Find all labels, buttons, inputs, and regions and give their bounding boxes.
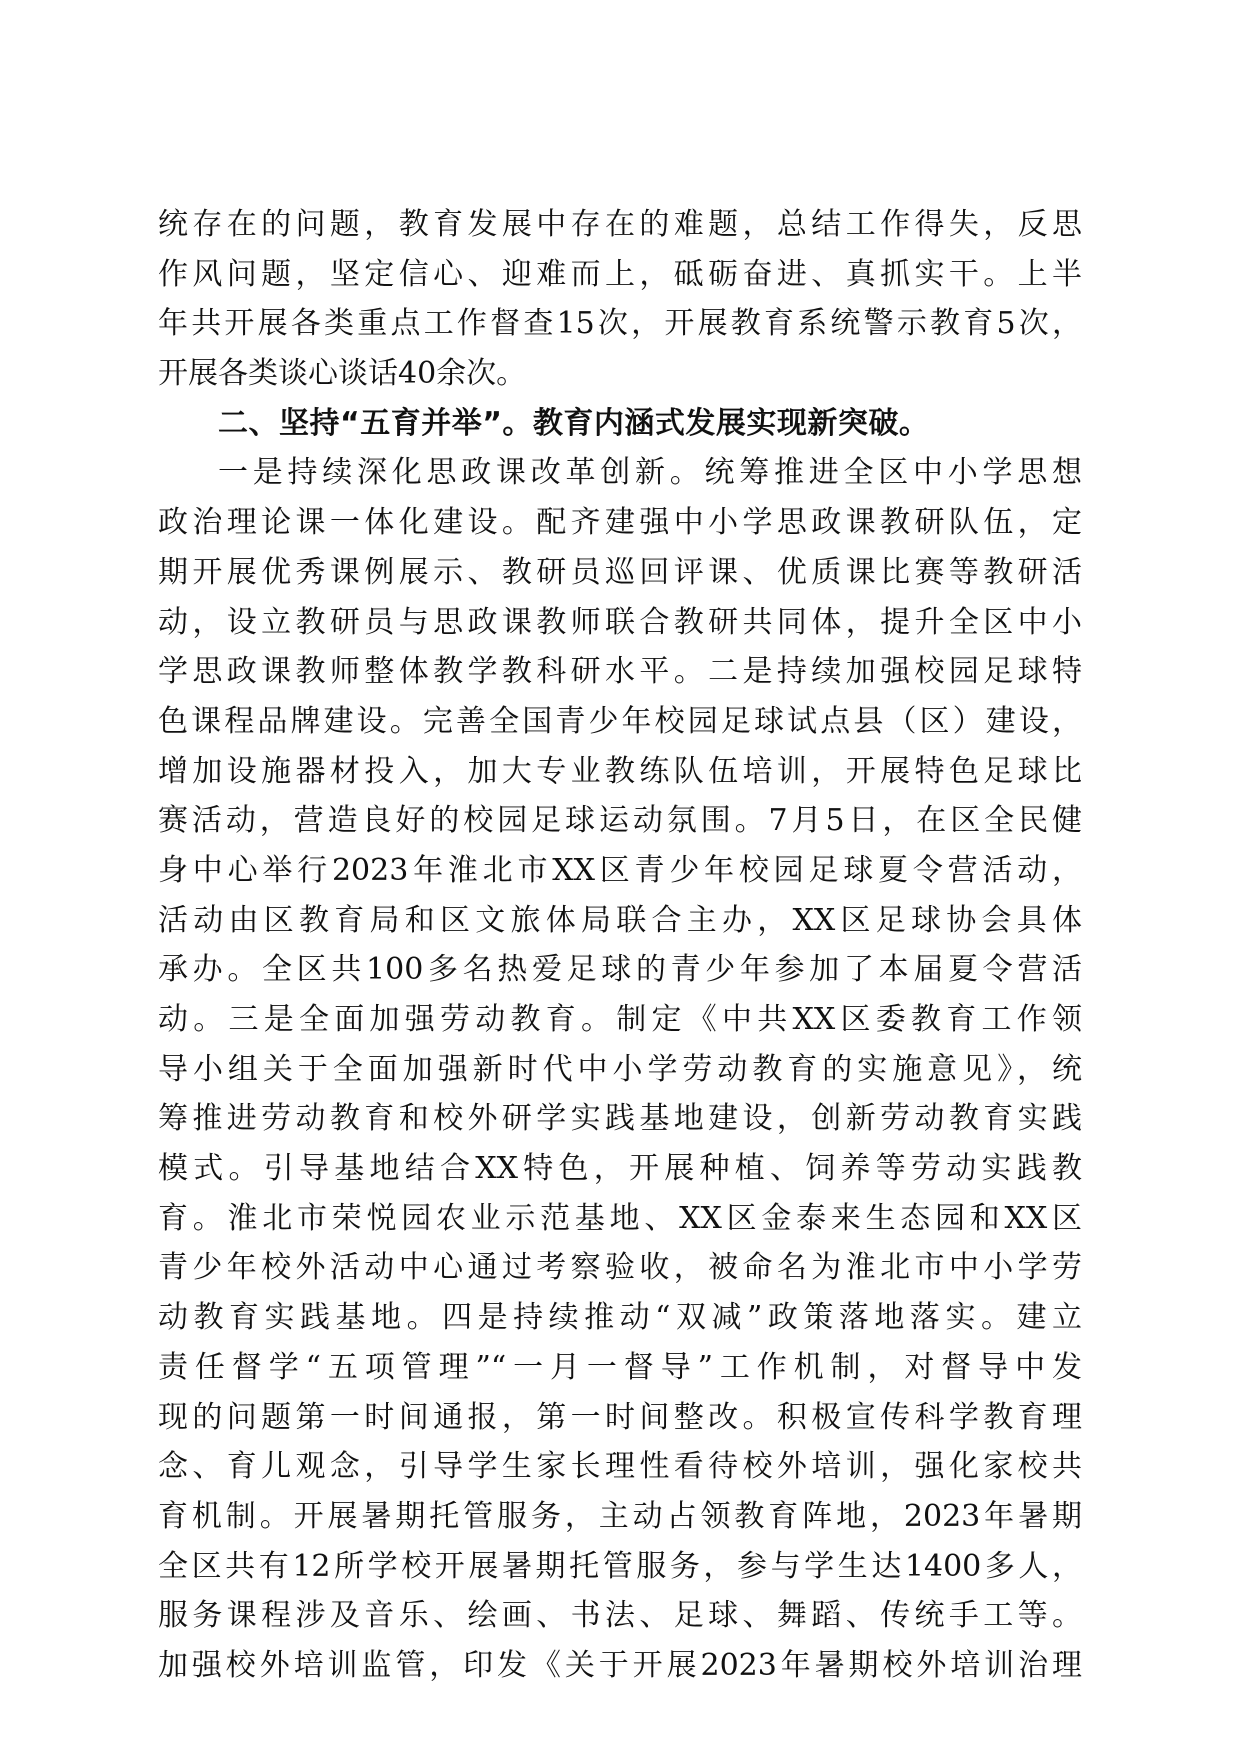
paragraph-line: 全区共有12所学校开展暑期托管服务，参与学生达1400多人，	[158, 1548, 1082, 1584]
paragraph-line: 承办。全区共100多名热爱足球的青少年参加了本届夏令营活	[158, 952, 1082, 988]
paragraph-line: 色课程品牌建设。完善全国青少年校园足球试点县（区）建设，	[158, 703, 1082, 739]
paragraph-line: 导小组关于全面加强新时代中小学劳动教育的实施意见》，统	[158, 1051, 1082, 1087]
paragraph-line: 统存在的问题，教育发展中存在的难题，总结工作得失，反思	[158, 207, 1082, 242]
paragraph-line: 加强校外培训监管，印发《关于开展2023年暑期校外培训治理	[158, 1647, 1082, 1683]
paragraph-line: 育。淮北市荣悦园农业示范基地、XX区金泰来生态园和XX区	[158, 1200, 1082, 1236]
paragraph-line: 现的问题第一时间通报，第一时间整改。积极宣传科学教育理	[158, 1399, 1082, 1435]
paragraph-line: 动，设立教研员与思政课教师联合教研共同体，提升全区中小	[158, 604, 1082, 640]
paragraph-line: 期开展优秀课例展示、教研员巡回评课、优质课比赛等教研活	[158, 554, 1082, 590]
paragraph-line: 学思政课教师整体教学教科研水平。二是持续加强校园足球特	[158, 654, 1082, 690]
paragraph-line: 活动由区教育局和区文旅体局联合主办，XX区足球协会具体	[158, 902, 1082, 938]
paragraph-line: 青少年校外活动中心通过考察验收，被命名为淮北市中小学劳	[158, 1250, 1082, 1286]
paragraph-line: 身中心举行2023年淮北市XX区青少年校园足球夏令营活动，	[158, 852, 1082, 888]
paragraph-line: 责任督学“五项管理”“一月一督导”工作机制，对督导中发	[158, 1349, 1082, 1385]
paragraph-line: 服务课程涉及音乐、绘画、书法、足球、舞蹈、传统手工等。	[158, 1598, 1082, 1634]
section-heading: 二、坚持“五育并举”。教育内涵式发展实现新突破。	[218, 405, 930, 441]
paragraph-line: 育机制。开展暑期托管服务，主动占领教育阵地，2023年暑期	[158, 1498, 1082, 1534]
paragraph-line: 动教育实践基地。四是持续推动“双减”政策落地落实。建立	[158, 1300, 1082, 1336]
paragraph-line: 政治理论课一体化建设。配齐建强中小学思政课教研队伍，定	[158, 505, 1082, 541]
paragraph-line: 年共开展各类重点工作督查15次，开展教育系统警示教育5次，	[158, 306, 1082, 342]
paragraph-line: 赛活动，营造良好的校园足球运动氛围。7月5日，在区全民健	[158, 803, 1082, 839]
paragraph-line: 作风问题，坚定信心、迎难而上，砥砺奋进、真抓实干。上半	[158, 256, 1082, 292]
paragraph-line: 增加设施器材投入，加大专业教练队伍培训，开展特色足球比	[158, 753, 1082, 789]
paragraph-line: 模式。引导基地结合XX特色，开展种植、饲养等劳动实践教	[158, 1151, 1082, 1187]
paragraph-line: 念、育儿观念，引导学生家长理性看待校外培训，强化家校共	[158, 1449, 1082, 1485]
paragraph-line: 一是持续深化思政课改革创新。统筹推进全区中小学思想	[218, 455, 1082, 491]
paragraph-line: 筹推进劳动教育和校外研学实践基地建设，创新劳动教育实践	[158, 1101, 1082, 1137]
paragraph-line: 动。三是全面加强劳动教育。制定《中共XX区委教育工作领	[158, 1002, 1082, 1037]
document-body	[158, 200, 1082, 1691]
paragraph-line: 开展各类谈心谈话40余次。	[158, 356, 527, 392]
